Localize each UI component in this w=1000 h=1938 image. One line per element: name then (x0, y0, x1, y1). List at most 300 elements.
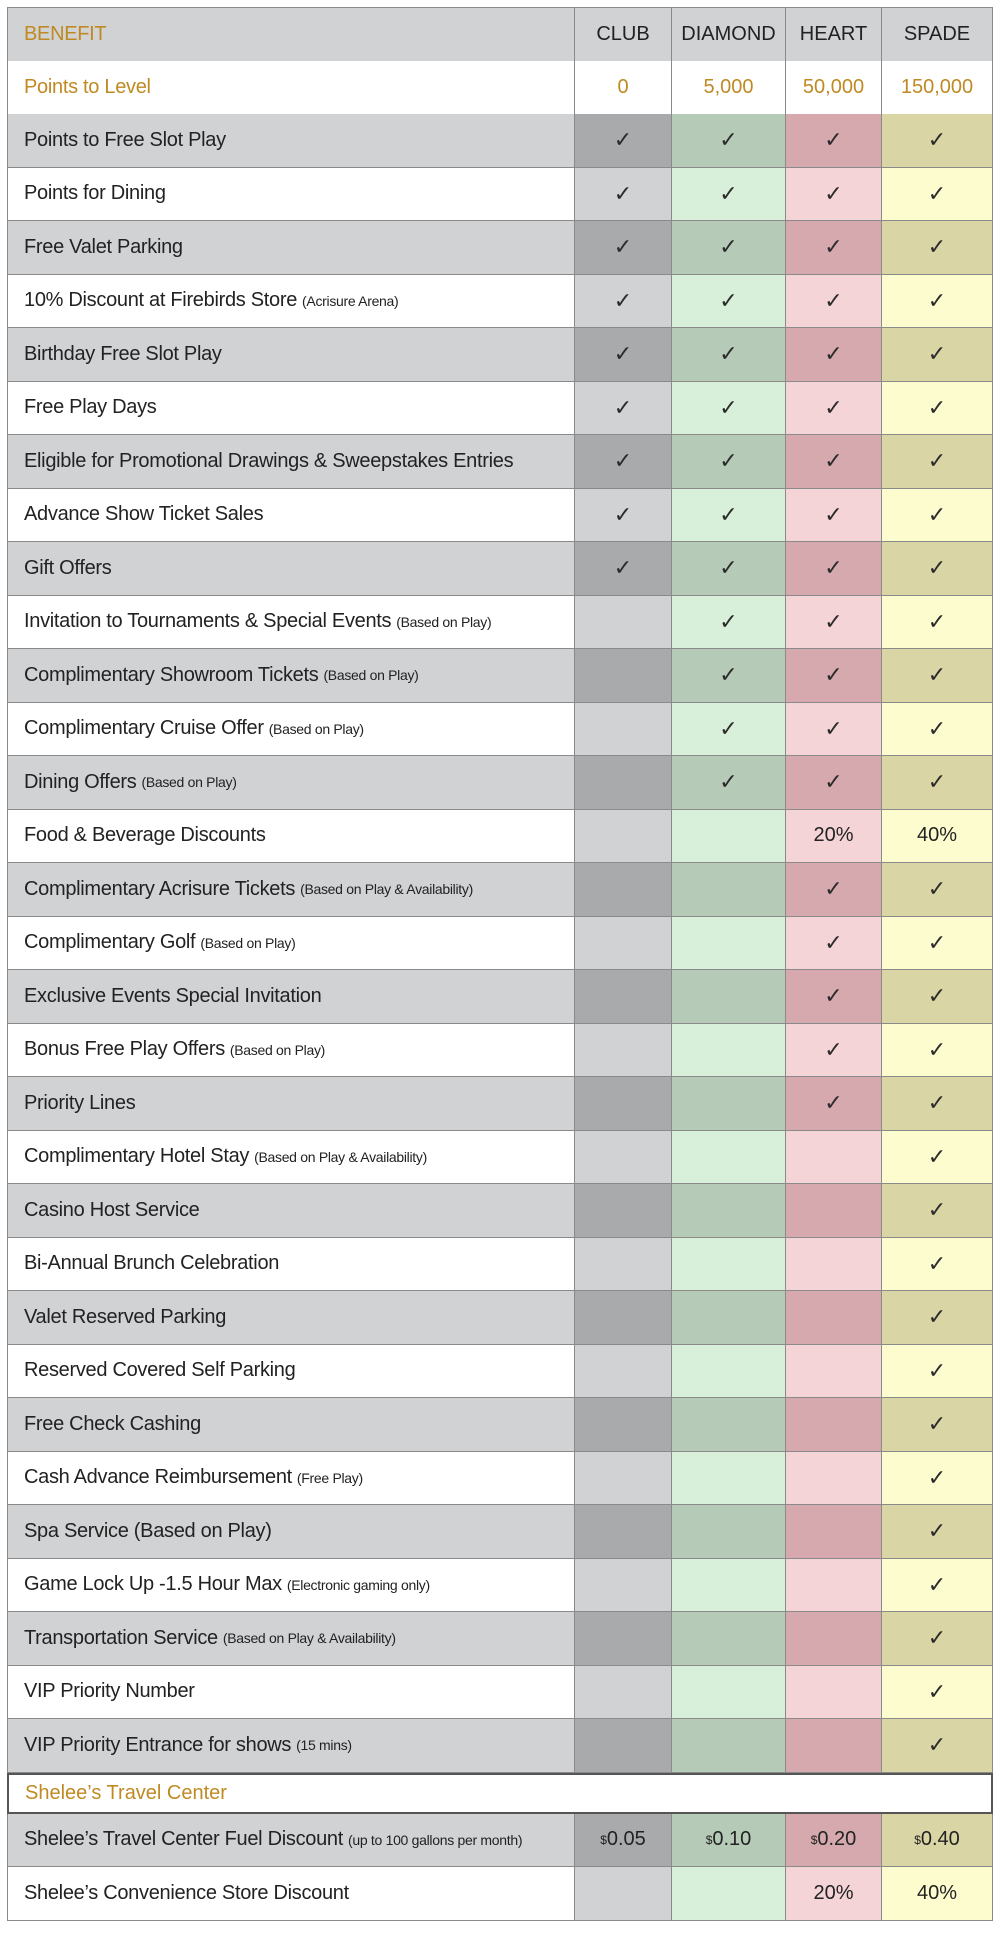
checkmark-icon: ✓ (824, 929, 843, 955)
benefit-name: VIP Priority Number (24, 1680, 195, 1703)
cell-heart: $ 0.20 (786, 1814, 882, 1867)
checkmark-icon: ✓ (927, 287, 947, 313)
checkmark-icon: ✓ (824, 180, 843, 206)
table-row (7, 221, 993, 275)
cell-spade (882, 1077, 993, 1130)
cell-diamond (672, 1559, 786, 1612)
benefit-note: (15 mins) (296, 1737, 352, 1754)
checkmark-icon: ✓ (719, 180, 738, 206)
benefit-name: Complimentary Acrisure Tickets (24, 877, 296, 900)
cell-spade (882, 1666, 993, 1719)
benefit-name: Complimentary Hotel Stay (24, 1145, 250, 1168)
benefit-label (7, 489, 575, 542)
cell-spade (882, 542, 993, 595)
checkmark-icon: ✓ (927, 1625, 947, 1651)
checkmark-icon: ✓ (927, 394, 947, 420)
table-row (7, 1719, 993, 1773)
cell-heart (786, 1867, 882, 1920)
checkmark-icon: ✓ (824, 1090, 843, 1116)
benefit-note: (Based on Play) (200, 934, 296, 951)
benefit-label (7, 275, 575, 328)
benefit-note: (Free Play) (296, 1469, 363, 1486)
cell-diamond (672, 1452, 786, 1505)
header-heart: HEART (786, 8, 882, 61)
checkmark-icon: ✓ (927, 1732, 947, 1758)
cell-diamond (672, 863, 786, 916)
benefit-label (7, 1291, 575, 1344)
checkmark-icon: ✓ (927, 448, 947, 474)
benefit-name: 10% Discount at Firebirds Store (24, 289, 298, 312)
benefit-label (7, 810, 575, 863)
benefit-name: Spa Service (Based on Play) (24, 1519, 272, 1542)
benefit-name: Invitation to Tournaments & Special Events (24, 610, 392, 633)
cell-heart (786, 1398, 882, 1451)
cell-club (575, 1719, 672, 1772)
cell-heart (786, 1505, 882, 1558)
table-row (7, 328, 993, 382)
checkmark-icon: ✓ (719, 287, 738, 313)
table-row (7, 435, 993, 489)
checkmark-icon: ✓ (719, 715, 738, 741)
cell-diamond (672, 970, 786, 1023)
benefit-name: Points for Dining (24, 182, 166, 205)
cell-heart (786, 970, 882, 1023)
checkmark-icon: ✓ (927, 501, 947, 527)
cell-spade (882, 810, 993, 863)
checkmark-icon: ✓ (824, 287, 843, 313)
benefit-note: (Acrisure Arena) (302, 292, 399, 309)
cell-heart (786, 863, 882, 916)
benefit-name: Dining Offers (24, 770, 137, 793)
benefit-note: (Based on Play) (396, 613, 492, 630)
cell-diamond (672, 168, 786, 221)
benefit-note: (Based on Play & Availability) (300, 881, 473, 898)
checkmark-icon: ✓ (824, 662, 843, 688)
cell-club (575, 1398, 672, 1451)
cell-spade (882, 1719, 993, 1772)
table-row (7, 1077, 993, 1131)
checkmark-icon: ✓ (927, 555, 947, 581)
travel-center-rows (7, 1814, 993, 1921)
table-row (7, 168, 993, 222)
checkmark-icon: ✓ (719, 555, 738, 581)
checkmark-icon: ✓ (824, 1036, 843, 1062)
table-row (7, 382, 993, 436)
benefit-label (7, 1867, 575, 1920)
points-club: 0 (575, 61, 672, 115)
benefit-label (7, 863, 575, 916)
checkmark-icon: ✓ (927, 127, 947, 153)
points-label: Points to Level (7, 61, 575, 115)
benefits-table (7, 7, 993, 1921)
cell-club (575, 168, 672, 221)
cell-heart (786, 1719, 882, 1772)
checkmark-icon: ✓ (927, 1678, 947, 1704)
cell-diamond (672, 917, 786, 970)
benefit-label (7, 649, 575, 702)
cell-spade (882, 1024, 993, 1077)
benefit-label (7, 970, 575, 1023)
checkmark-icon: ✓ (824, 983, 843, 1009)
tier-value: 0.05 (606, 1828, 646, 1851)
benefit-name: Priority Lines (24, 1091, 136, 1114)
benefit-label (7, 1077, 575, 1130)
checkmark-icon: ✓ (927, 983, 947, 1009)
cell-club (575, 435, 672, 488)
table-row (7, 1666, 993, 1720)
cell-club (575, 649, 672, 702)
checkmark-icon: ✓ (719, 662, 738, 688)
checkmark-icon: ✓ (927, 1571, 947, 1597)
cell-diamond (672, 1666, 786, 1719)
cell-spade (882, 756, 993, 809)
checkmark-icon: ✓ (927, 608, 947, 634)
checkmark-icon: ✓ (927, 180, 947, 206)
cell-spade (882, 863, 993, 916)
cell-club (575, 275, 672, 328)
benefit-note: (Based on Play) (323, 667, 419, 684)
cell-spade (882, 1291, 993, 1344)
benefit-name: Complimentary Showroom Tickets (24, 663, 319, 686)
cell-club (575, 542, 672, 595)
checkmark-icon: ✓ (927, 715, 947, 741)
benefit-label (7, 114, 575, 167)
benefit-label (7, 703, 575, 756)
header-club: CLUB (575, 8, 672, 61)
benefit-name: Shelee’s Convenience Store Discount (24, 1881, 349, 1904)
benefit-name: Game Lock Up -1.5 Hour Max (24, 1573, 282, 1596)
benefit-label (7, 1814, 575, 1867)
table-row (7, 596, 993, 650)
checkmark-icon: ✓ (927, 1250, 947, 1276)
checkmark-icon: ✓ (824, 234, 843, 260)
cell-diamond (672, 756, 786, 809)
benefit-label (7, 328, 575, 381)
header-diamond: DIAMOND (672, 8, 786, 61)
table-row (7, 1452, 993, 1506)
checkmark-icon: ✓ (613, 394, 633, 420)
benefit-label (7, 1184, 575, 1237)
benefit-name: Bi-Annual Brunch Celebration (24, 1252, 280, 1275)
cell-heart (786, 1024, 882, 1077)
cell-spade (882, 917, 993, 970)
cell-heart (786, 917, 882, 970)
benefit-label (7, 1505, 575, 1558)
cell-spade (882, 970, 993, 1023)
benefit-label (7, 382, 575, 435)
checkmark-icon: ✓ (927, 1304, 947, 1330)
benefit-name: Complimentary Cruise Offer (24, 717, 264, 740)
cell-diamond (672, 382, 786, 435)
cell-spade (882, 1867, 993, 1920)
benefit-name: Points to Free Slot Play (24, 128, 226, 151)
checkmark-icon: ✓ (613, 287, 633, 313)
cell-spade (882, 275, 993, 328)
cell-spade (882, 168, 993, 221)
cell-heart (786, 1131, 882, 1184)
benefit-note: (up to 100 gallons per month) (348, 1831, 523, 1848)
checkmark-icon: ✓ (927, 341, 947, 367)
benefit-name: Advance Show Ticket Sales (24, 503, 264, 526)
benefit-label (7, 1559, 575, 1612)
cell-club (575, 221, 672, 274)
benefit-note: (Based on Play) (268, 720, 364, 737)
benefit-name: Birthday Free Slot Play (24, 342, 222, 365)
cell-heart (786, 1291, 882, 1344)
checkmark-icon: ✓ (719, 448, 738, 474)
cell-club (575, 328, 672, 381)
benefit-label (7, 1612, 575, 1665)
tier-value: 0.20 (817, 1828, 857, 1851)
checkmark-icon: ✓ (927, 1143, 947, 1169)
cell-heart (786, 435, 882, 488)
table-row (7, 114, 993, 168)
cell-club (575, 810, 672, 863)
cell-heart (786, 1345, 882, 1398)
cell-club (575, 1345, 672, 1398)
cell-diamond (672, 1024, 786, 1077)
cell-heart (786, 756, 882, 809)
cell-heart (786, 328, 882, 381)
checkmark-icon: ✓ (719, 769, 738, 795)
cell-club (575, 1666, 672, 1719)
checkmark-icon: ✓ (719, 341, 738, 367)
benefit-label (7, 917, 575, 970)
cell-heart (786, 542, 882, 595)
cell-diamond (672, 1291, 786, 1344)
benefit-label (7, 1131, 575, 1184)
table-row (7, 542, 993, 596)
table-row (7, 917, 993, 971)
checkmark-icon: ✓ (824, 769, 843, 795)
benefit-label (7, 1345, 575, 1398)
checkmark-icon: ✓ (927, 1464, 947, 1490)
benefit-label (7, 596, 575, 649)
checkmark-icon: ✓ (613, 555, 633, 581)
cell-heart (786, 1238, 882, 1291)
benefit-name: Casino Host Service (24, 1198, 200, 1221)
cell-diamond: $ 0.10 (672, 1814, 786, 1867)
benefit-note: (Based on Play) (141, 774, 237, 791)
checkmark-icon: ✓ (824, 715, 843, 741)
header-benefit: BENEFIT (7, 8, 575, 61)
cell-spade (882, 382, 993, 435)
table-row (7, 1131, 993, 1185)
table-row (7, 1559, 993, 1613)
cell-diamond (672, 1184, 786, 1237)
cell-spade (882, 1398, 993, 1451)
tier-value: 20% (813, 824, 854, 847)
benefit-name: Complimentary Golf (24, 931, 196, 954)
tier-value: 20% (813, 1881, 854, 1904)
checkmark-icon: ✓ (824, 448, 843, 474)
checkmark-icon: ✓ (927, 769, 947, 795)
cell-spade (882, 1238, 993, 1291)
cell-diamond (672, 328, 786, 381)
cell-heart (786, 221, 882, 274)
cell-spade (882, 489, 993, 542)
benefit-name: Bonus Free Play Offers (24, 1038, 225, 1061)
checkmark-icon: ✓ (927, 1518, 947, 1544)
cell-heart (786, 114, 882, 167)
benefit-name: Cash Advance Reimbursement (24, 1466, 292, 1489)
checkmark-icon: ✓ (927, 662, 947, 688)
benefit-label (7, 1024, 575, 1077)
cell-spade (882, 1131, 993, 1184)
benefit-note: (Electronic gaming only) (286, 1576, 430, 1593)
tier-value: 0.40 (920, 1828, 960, 1851)
points-spade: 150,000 (882, 61, 993, 115)
cell-diamond (672, 1077, 786, 1130)
checkmark-icon: ✓ (613, 180, 633, 206)
table-header-row (7, 7, 993, 61)
cell-diamond (672, 542, 786, 595)
benefit-name: Exclusive Events Special Invitation (24, 984, 322, 1007)
cell-club (575, 1559, 672, 1612)
benefit-name: Free Valet Parking (24, 235, 183, 258)
benefit-label (7, 756, 575, 809)
table-row (7, 1612, 993, 1666)
cell-club: $ 0.05 (575, 1814, 672, 1867)
tier-value: 40% (916, 824, 958, 847)
benefit-label (7, 435, 575, 488)
cell-heart (786, 649, 882, 702)
table-row (7, 1238, 993, 1292)
benefit-name: Valet Reserved Parking (24, 1305, 227, 1328)
cell-diamond (672, 1131, 786, 1184)
cell-diamond (672, 1612, 786, 1665)
checkmark-icon: ✓ (719, 127, 738, 153)
cell-club (575, 1867, 672, 1920)
cell-diamond (672, 275, 786, 328)
checkmark-icon: ✓ (613, 341, 633, 367)
table-row (7, 703, 993, 757)
cell-club (575, 1077, 672, 1130)
checkmark-icon: ✓ (719, 608, 738, 634)
checkmark-icon: ✓ (927, 1036, 947, 1062)
cell-club (575, 596, 672, 649)
table-row (7, 275, 993, 329)
checkmark-icon: ✓ (927, 1197, 947, 1223)
benefit-label (7, 1238, 575, 1291)
benefit-label (7, 168, 575, 221)
checkmark-icon: ✓ (927, 1090, 947, 1116)
table-row (7, 1505, 993, 1559)
cell-spade (882, 1505, 993, 1558)
cell-spade: $ 0.40 (882, 1814, 993, 1867)
benefit-label (7, 1666, 575, 1719)
checkmark-icon: ✓ (613, 501, 633, 527)
travel-center-section-title: Shelee’s Travel Center (7, 1773, 993, 1814)
benefit-name: VIP Priority Entrance for shows (24, 1733, 292, 1756)
checkmark-icon: ✓ (613, 448, 633, 474)
points-to-level-row (7, 61, 993, 115)
cell-club (575, 114, 672, 167)
benefit-name: Free Play Days (24, 396, 157, 419)
tier-value: 0.10 (712, 1828, 752, 1851)
cell-heart (786, 1666, 882, 1719)
cell-diamond (672, 1398, 786, 1451)
cell-club (575, 1291, 672, 1344)
cell-club (575, 917, 672, 970)
benefit-name: Shelee’s Travel Center Fuel Discount (24, 1828, 343, 1851)
table-row (7, 1024, 993, 1078)
cell-diamond (672, 489, 786, 542)
table-row (7, 1814, 993, 1868)
checkmark-icon: ✓ (824, 394, 843, 420)
table-row (7, 863, 993, 917)
table-row (7, 489, 993, 543)
table-row (7, 1184, 993, 1238)
cell-diamond (672, 703, 786, 756)
checkmark-icon: ✓ (824, 876, 843, 902)
cell-spade (882, 649, 993, 702)
cell-spade (882, 435, 993, 488)
cell-club (575, 1452, 672, 1505)
cell-diamond (672, 1345, 786, 1398)
points-heart: 50,000 (786, 61, 882, 115)
cell-diamond (672, 221, 786, 274)
benefit-name: Transportation Service (24, 1626, 218, 1649)
table-row (7, 756, 993, 810)
cell-diamond (672, 649, 786, 702)
cell-club (575, 1505, 672, 1558)
cell-heart (786, 1452, 882, 1505)
cell-heart (786, 168, 882, 221)
cell-spade (882, 703, 993, 756)
cell-heart (786, 275, 882, 328)
benefit-name: Gift Offers (24, 556, 112, 579)
cell-diamond (672, 810, 786, 863)
cell-heart (786, 703, 882, 756)
points-diamond: 5,000 (672, 61, 786, 115)
checkmark-icon: ✓ (719, 394, 738, 420)
cell-heart (786, 810, 882, 863)
benefit-label (7, 1719, 575, 1772)
checkmark-icon: ✓ (719, 234, 738, 260)
benefit-name: Eligible for Promotional Drawings & Sweepstakes Entries (24, 449, 514, 472)
cell-heart (786, 1559, 882, 1612)
cell-diamond (672, 1867, 786, 1920)
table-row (7, 970, 993, 1024)
cell-club (575, 1131, 672, 1184)
benefit-name: Free Check Cashing (24, 1412, 201, 1435)
checkmark-icon: ✓ (927, 1411, 947, 1437)
table-row (7, 1867, 993, 1921)
cell-club (575, 703, 672, 756)
checkmark-icon: ✓ (719, 501, 738, 527)
cell-diamond (672, 1505, 786, 1558)
checkmark-icon: ✓ (824, 608, 843, 634)
cell-diamond (672, 435, 786, 488)
table-row (7, 1345, 993, 1399)
cell-spade (882, 596, 993, 649)
cell-spade (882, 114, 993, 167)
cell-spade (882, 221, 993, 274)
checkmark-icon: ✓ (613, 127, 633, 153)
checkmark-icon: ✓ (927, 1357, 947, 1383)
checkmark-icon: ✓ (824, 501, 843, 527)
table-row (7, 1291, 993, 1345)
tier-value: 40% (916, 1881, 958, 1904)
checkmark-icon: ✓ (927, 876, 947, 902)
cell-heart (786, 489, 882, 542)
benefit-name: Reserved Covered Self Parking (24, 1359, 296, 1382)
cell-club (575, 1024, 672, 1077)
cell-diamond (672, 114, 786, 167)
cell-heart (786, 1184, 882, 1237)
cell-club (575, 1612, 672, 1665)
